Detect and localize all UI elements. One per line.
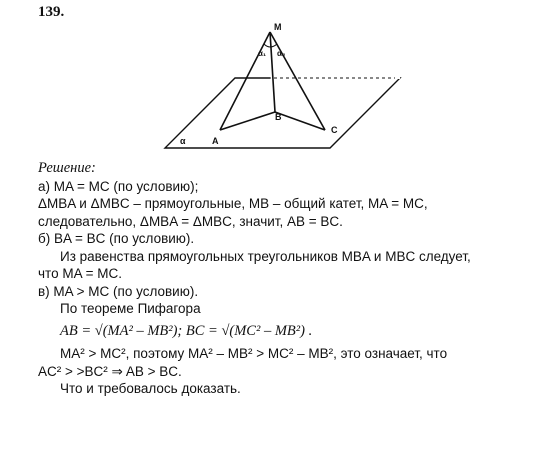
solution-heading: Решение: [38,160,96,176]
problem-number: 139. [38,4,65,20]
solution-formula: AB = √(MA² – MB²); BC = √(MC² – MB²) . [60,322,313,339]
solution-line-11: AC² > >BC² ⇒ AB > BC. [38,363,182,379]
solution-line-12: Что и требовалось доказать. [60,381,241,396]
label-plane-alpha: α [180,136,186,146]
label-alpha1: α₁ [258,49,267,58]
segment-MB [270,32,275,112]
solution-line-10: MA² > MC², поэтому MA² – MB² > MC² – MB², это означает, что [60,346,448,361]
solution-line-2: ΔMBA и ΔMBC – прямоугольные, MB – общий катет, MA = MC, [38,196,428,211]
label-A: A [212,136,219,146]
label-M: M [274,22,282,32]
segment-BC [275,112,325,130]
solution-line-3: следовательно, ΔMBA = ΔMBC, значит, AB = BC. [38,213,343,229]
solution-line-4: б) BA = BC (по условию). [38,231,195,246]
solution-line-5: Из равенства прямоугольных треугольников MBA и MBC следует, [60,248,471,264]
solution-text [38,160,538,398]
solution-line-1: а) MA = MC (по условию); [38,178,199,194]
label-B: B [275,112,282,122]
solution-line-6: что MA = MC. [38,266,122,281]
solution-line-8: По теореме Пифагора [60,301,201,316]
solution-line-7: в) MA > MC (по условию). [38,283,199,299]
plane-alpha [165,78,400,148]
geometry-figure [0,0,550,160]
label-C: C [331,125,338,135]
label-alpha2: α₂ [277,49,286,58]
